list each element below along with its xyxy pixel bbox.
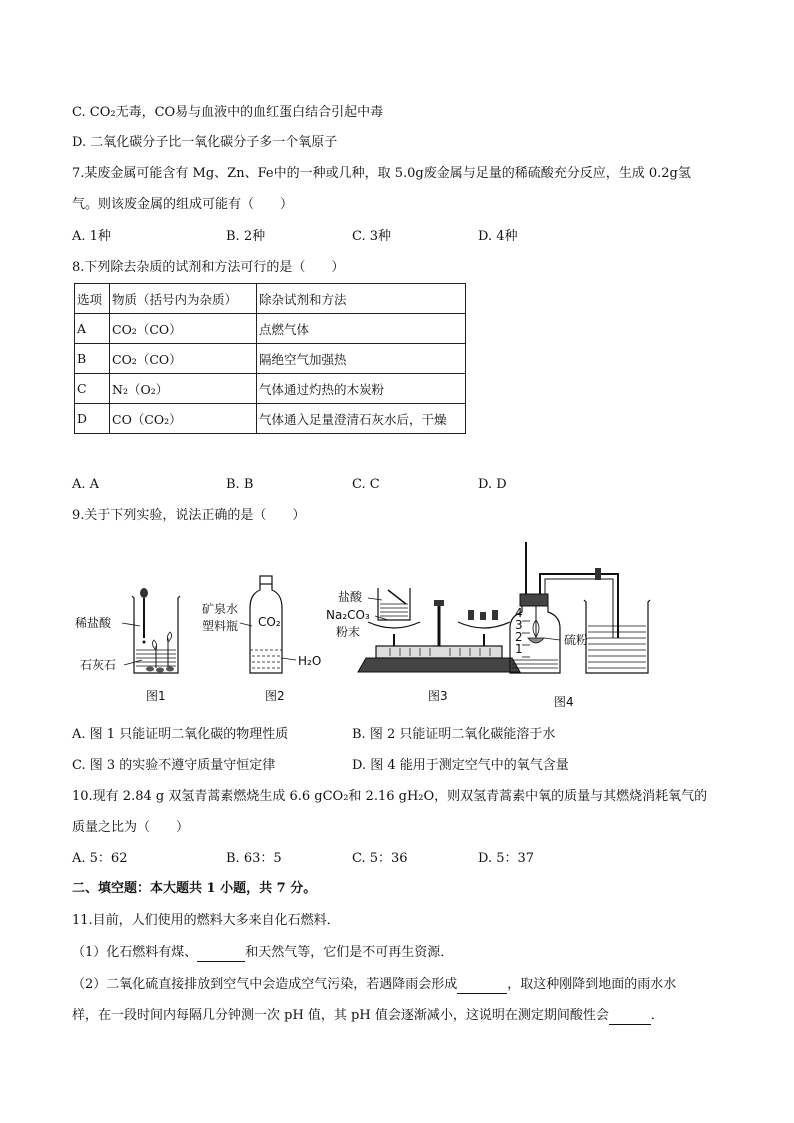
fig3-acid-label: 盐酸 [338,590,363,604]
fig4-caption: 图4 [554,695,574,709]
table-cell: 气体通入足量澄清石灰水后，干燥 [257,404,466,434]
fig1-caption: 图1 [146,689,166,703]
fig1-acid-label: 稀盐酸 [75,616,112,630]
table-row [75,374,466,404]
table-cell: CO₂（CO） [110,344,257,374]
fig1-stone-label: 石灰石 [80,658,117,672]
table-header-row [75,284,466,314]
table-cell: N₂（O₂） [110,374,257,404]
stopper-icon [520,594,548,606]
right-pan-icon [458,622,510,628]
q7-stem-line2: 气。则该废金属的组成可能有（ ） [72,197,294,212]
fig2-water-label: H₂O [298,654,322,668]
table-row [75,314,466,344]
dropper-bulb-icon [140,588,148,598]
q10-option-a: A. 5：62 [72,851,128,866]
q11-blank-1[interactable] [197,943,245,962]
q11-part2-text-b: ，取这种刚降到地面的雨水水 [507,977,677,992]
q11-stem: 11.目前，人们使用的燃料大多来自化石燃料． [72,913,340,928]
table-cell: A [75,314,110,344]
q8-stem: 8.下列除去杂质的试剂和方法可行的是（ ） [72,260,345,275]
figure-2 [202,576,321,703]
q7-option-c: C. 3种 [352,229,392,244]
table-cell: D [75,404,110,434]
q10-stem-line2: 质量之比为（ ） [72,820,190,835]
q11-part1-text-a: （1）化石燃料有煤、 [72,945,198,960]
fig4-mark-3: 3 [515,618,523,632]
table-header: 除杂试剂和方法 [257,284,466,314]
q7-option-b: B. 2种 [226,229,266,244]
q10-option-b: B. 63：5 [226,851,282,866]
q11-part2-text-a: （2）二氧化硫直接排放到空气中会造成空气污染，若遇降雨会形成 [72,977,458,992]
left-pan-icon [368,622,420,628]
table-cell: C [75,374,110,404]
fig2-bottle-label-2: 塑料瓶 [202,619,239,633]
q9-stem: 9.关于下列实验，说法正确的是（ ） [72,508,306,523]
q10-option-c: C. 5：36 [352,851,408,866]
fig2-caption: 图2 [265,689,285,703]
q8-option-c: C. C [352,477,380,492]
fig4-sulfur-label: 硫粉 [564,633,589,647]
section-title: 二、填空题：本大题共 1 小题，共 7 分。 [72,881,317,896]
table-header: 物质（括号内为杂质） [110,284,257,314]
balance-base-icon [358,658,520,672]
q11-part1 [72,943,453,962]
table-cell: 点燃气体 [257,314,466,344]
q6-option-c: C. CO₂无毒，CO易与血液中的血红蛋白结合引起中毒 [72,105,384,120]
q10-stem-line1: 10.现有 2.84 g 双氢青蒿素燃烧生成 6.6 gCO₂和 2.16 gH₂O，则双氢青蒿素中氧的质量与其燃烧消耗氧气的 [72,789,708,804]
q11-part2-text-d: ． [650,1008,664,1023]
spoon-icon [528,638,544,643]
fig3-powder-label-2: 粉末 [336,625,361,639]
q11-part2-text-c: 样，在一段时间内每隔几分钟测一次 pH 值，其 pH 值会逐渐减小，这说明在测定期间酸性会 [72,1008,609,1023]
q11-blank-3[interactable] [609,1006,651,1025]
q8-option-a: A. A [72,477,100,492]
q7-stem-line1: 7.某废金属可能含有 Mg、Zn、Fe中的一种或几种，取 5.0g废金属与足量的稀硫酸充分反应，生成 0.2g氢 [72,166,691,181]
table-cell: 气体通过灼热的木炭粉 [257,374,466,404]
q8-option-b: B. B [226,477,254,492]
fig3-powder-label-1: Na₂CO₃ [326,608,370,622]
q9-option-a: A. 图 1 只能证明二氧化碳的物理性质 [72,727,289,742]
fig4-mark-1: 1 [515,642,523,656]
q9-experiment-figures [60,538,750,713]
figure-1 [75,588,180,703]
fig4-mark-2: 2 [515,630,523,644]
q7-option-a: A. 1种 [72,229,111,244]
table-cell: CO₂（CO） [110,314,257,344]
bottle-cap-icon [260,576,272,584]
table-header: 选项 [75,284,110,314]
q9-option-d: D. 图 4 能用于测定空气中的氧气含量 [352,758,569,773]
q7-option-d: D. 4种 [478,229,518,244]
table-cell: B [75,344,110,374]
q8-option-d: D. D [478,477,507,492]
table-cell: CO（CO₂） [110,404,257,434]
fig3-caption: 图3 [428,689,448,703]
table-cell: 隔绝空气加强热 [257,344,466,374]
clamp-icon [595,568,601,580]
fig4-mark-4: 4 [515,606,523,620]
q11-part2-line1 [72,975,676,994]
q11-part1-text-b: 和天然气等，它们是不可再生资源． [245,945,454,960]
q10-option-d: D. 5：37 [478,851,535,866]
table-row [75,344,466,374]
q9-option-b: B. 图 2 只能证明二氧化碳能溶于水 [352,727,556,742]
fig2-gas-label: CO₂ [258,615,281,629]
table-row [75,404,466,434]
tube-icon [540,574,618,638]
q6-option-d: D. 二氧化碳分子比一氧化碳分子多一个氧原子 [72,135,338,150]
figure-4 [510,542,650,709]
q11-blank-2[interactable] [457,975,507,994]
q8-table [74,283,466,434]
figure-3 [326,588,520,703]
fig2-bottle-label: 矿泉水 [202,602,239,616]
q11-part2-line2 [72,1006,664,1025]
q9-option-c: C. 图 3 的实验不遵守质量守恒定律 [72,758,276,773]
